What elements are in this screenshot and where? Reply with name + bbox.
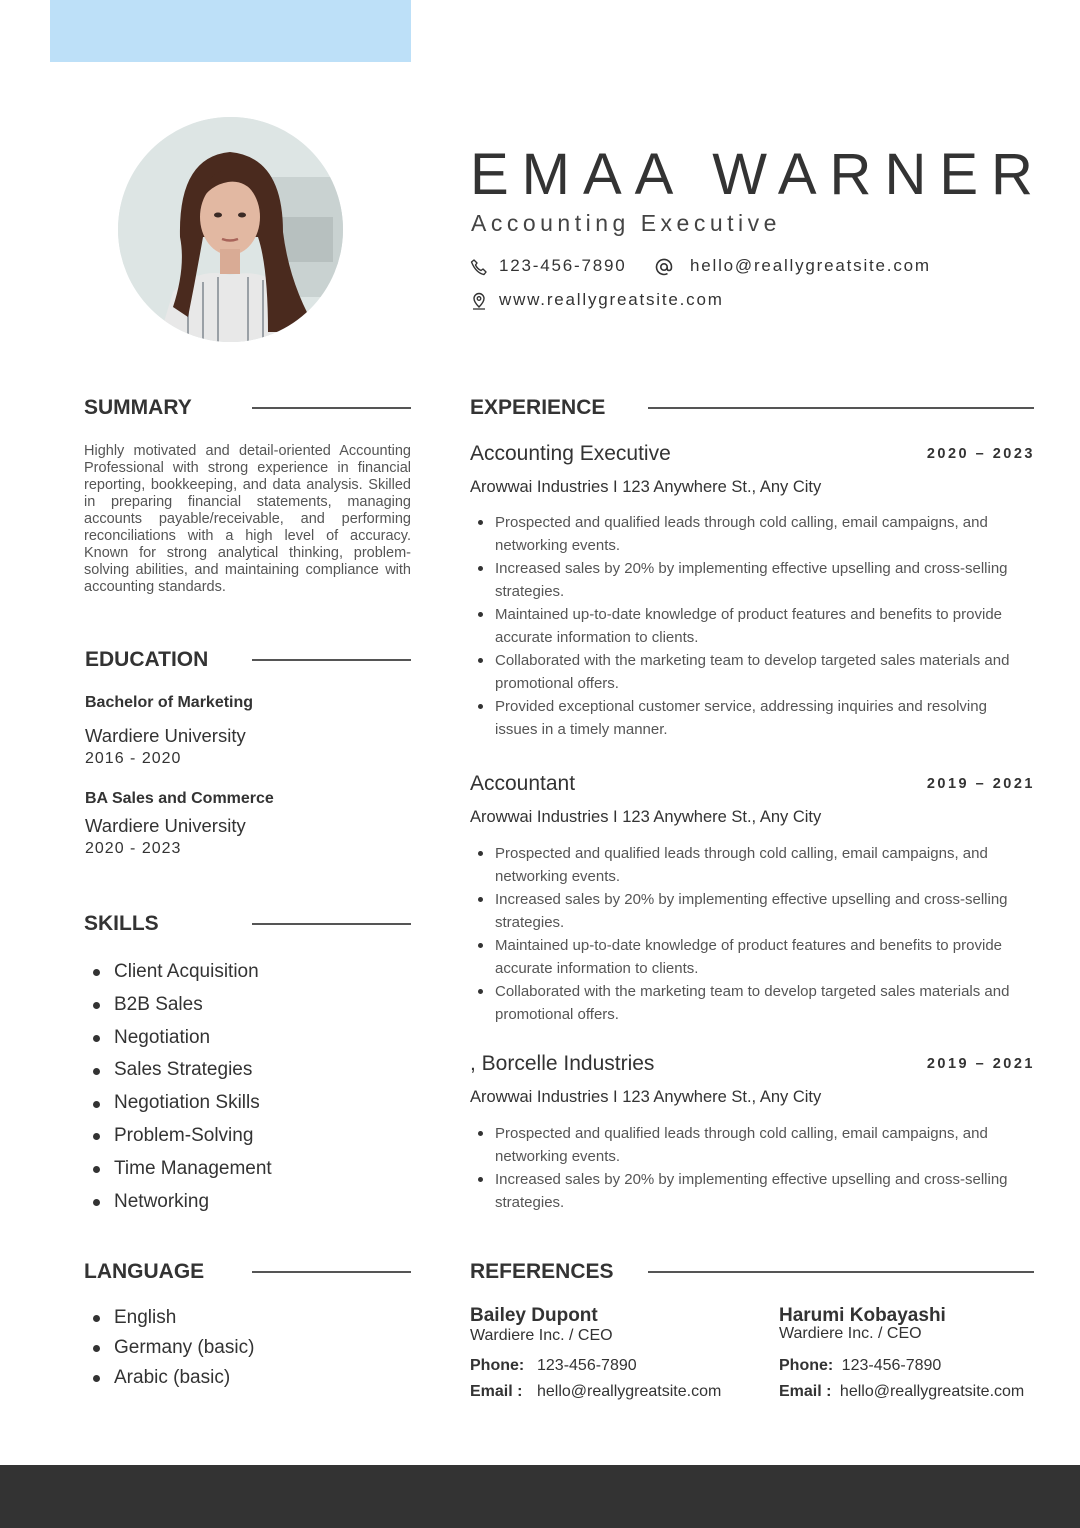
job-bullet: Increased sales by 20% by implementing effective upselling and cross-selling strategies.	[470, 888, 1030, 934]
job-company: Arowwai Industries I 123 Anywhere St., Any City	[470, 1088, 822, 1106]
phone-label: Phone:	[470, 1357, 525, 1374]
job-bullet: Maintained up-to-date knowledge of product features and benefits to provide accurate information to clients.	[470, 603, 1030, 649]
education-years: 2016 - 2020	[85, 750, 182, 767]
section-divider	[648, 1271, 1034, 1273]
job-bullets	[470, 511, 1030, 741]
candidate-title: Accounting Executive	[471, 210, 781, 236]
email-label: Email :	[470, 1383, 523, 1400]
school-name: Wardiere University	[85, 815, 246, 836]
reference-name: Harumi Kobayashi	[779, 1305, 946, 1326]
skill-item: Networking	[84, 1186, 272, 1219]
section-divider	[252, 1271, 411, 1273]
degree-title: Bachelor of Marketing	[85, 694, 254, 711]
experience-heading: EXPERIENCE	[470, 396, 606, 419]
phone-icon	[470, 258, 488, 276]
skill-item: Time Management	[84, 1153, 272, 1186]
skill-item: B2B Sales	[84, 989, 272, 1022]
job-company: Arowwai Industries I 123 Anywhere St., Any City	[470, 808, 822, 826]
job-bullet: Prospected and qualified leads through cold calling, email campaigns, and networking events.	[470, 842, 1030, 888]
job-bullet: Increased sales by 20% by implementing effective upselling and cross-selling strategies.	[470, 557, 1030, 603]
job-title: Accountant	[470, 772, 576, 795]
degree-title: BA Sales and Commerce	[85, 790, 274, 807]
school-name: Wardiere University	[85, 725, 246, 746]
education-heading: EDUCATION	[85, 648, 209, 671]
skills-heading: SKILLS	[84, 912, 159, 935]
job-bullet: Prospected and qualified leads through cold calling, email campaigns, and networking events.	[470, 511, 1030, 557]
job-bullet: Provided exceptional customer service, addressing inquiries and resolving issues in a timely manner.	[470, 695, 1030, 741]
job-bullet: Increased sales by 20% by implementing effective upselling and cross-selling strategies.	[470, 1168, 1030, 1214]
language-item: Arabic (basic)	[84, 1363, 254, 1393]
reference-company: Wardiere Inc. / CEO	[470, 1327, 613, 1344]
language-item: Germany (basic)	[84, 1333, 254, 1363]
skill-item: Negotiation Skills	[84, 1087, 272, 1120]
phone-text: 123-456-7890	[499, 256, 627, 275]
section-divider	[252, 923, 411, 925]
job-bullet: Collaborated with the marketing team to develop targeted sales materials and promotional offers.	[470, 649, 1030, 695]
section-divider	[252, 659, 411, 661]
reference-phone	[470, 1357, 637, 1375]
job-bullet: Collaborated with the marketing team to develop targeted sales materials and promotional offers.	[470, 980, 1030, 1026]
job-title: , Borcelle Industries	[470, 1052, 655, 1075]
skills-list	[84, 956, 272, 1218]
job-title: Accounting Executive	[470, 442, 671, 465]
summary-heading: SUMMARY	[84, 396, 192, 419]
reference-card	[779, 1305, 1079, 1405]
skill-item: Negotiation	[84, 1022, 272, 1055]
summary-text: Highly motivated and detail-oriented Accounting Professional with strong experience in financial reporting, bookkeeping, and data analysis. Skilled in preparing financial statements, managing accounts payable/receivable, and performing reconciliations with a high level of accuracy. Known for strong analytical thinking, problem-solving abilities, and maintaining compliance with accounting standards.	[84, 443, 411, 595]
email-link[interactable]: hello@reallygreatsite.com	[690, 256, 931, 275]
website-link[interactable]: www.reallygreatsite.com	[499, 290, 724, 309]
accent-bar	[50, 0, 411, 62]
profile-photo	[118, 117, 343, 342]
skill-item: Client Acquisition	[84, 956, 272, 989]
skill-item: Sales Strategies	[84, 1054, 272, 1087]
section-divider	[648, 407, 1034, 409]
section-divider	[252, 407, 411, 409]
reference-phone	[779, 1357, 941, 1375]
email-label: Email :	[779, 1383, 832, 1400]
footer-bar	[0, 1465, 1080, 1528]
reference-company: Wardiere Inc. / CEO	[779, 1325, 922, 1342]
job-bullet: Prospected and qualified leads through cold calling, email campaigns, and networking events.	[470, 1122, 1030, 1168]
job-years: 2020 – 2023	[926, 446, 1035, 462]
candidate-name: EMAA WARNER	[470, 142, 1046, 207]
job-years: 2019 – 2021	[926, 776, 1035, 792]
job-company: Arowwai Industries I 123 Anywhere St., Any City	[470, 478, 822, 496]
phone-value: 123-456-7890	[841, 1357, 942, 1374]
skill-item: Problem-Solving	[84, 1120, 272, 1153]
reference-card	[470, 1305, 770, 1405]
language-list	[84, 1303, 254, 1393]
references-heading: REFERENCES	[470, 1260, 614, 1283]
job-bullet: Maintained up-to-date knowledge of product features and benefits to provide accurate information to clients.	[470, 934, 1030, 980]
reference-name: Bailey Dupont	[470, 1305, 598, 1326]
reference-email	[779, 1383, 1024, 1401]
job-bullets	[470, 842, 1030, 1026]
location-pin-icon	[470, 292, 488, 310]
job-years: 2019 – 2021	[926, 1056, 1035, 1072]
email-value[interactable]: hello@reallygreatsite.com	[537, 1383, 722, 1400]
phone-label: Phone:	[779, 1357, 834, 1374]
job-bullets	[470, 1122, 1030, 1214]
education-years: 2020 - 2023	[85, 840, 182, 857]
reference-email	[470, 1383, 722, 1401]
email-value[interactable]: hello@reallygreatsite.com	[839, 1383, 1025, 1400]
phone-value: 123-456-7890	[537, 1357, 637, 1374]
language-item: English	[84, 1303, 254, 1333]
language-heading: LANGUAGE	[84, 1260, 205, 1283]
at-icon	[655, 258, 673, 276]
